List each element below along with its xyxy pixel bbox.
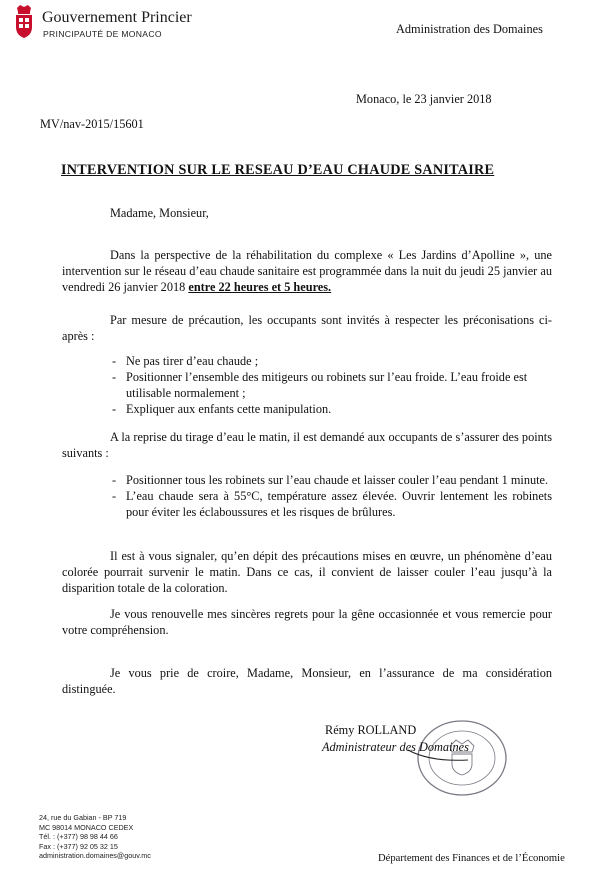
paragraph-6-text: Je vous prie de croire, Madame, Monsieur, en l’assurance de ma considération distinguée. [62, 666, 552, 696]
government-name: Gouvernement Princier [42, 9, 192, 26]
official-stamp [406, 716, 514, 800]
address-line: 24, rue du Gabian - BP 719 [39, 813, 127, 822]
salutation [62, 205, 552, 221]
paragraph-1-text: Dans la perspective de la réhabilitation du complexe « Les Jardins d’Apolline », une intervention sur le réseau d’eau chaude sanitaire est programmée dans la nuit du jeudi 25 janvier au vendredi 26 janvier 2018 [62, 248, 552, 294]
paragraph-2-text: Par mesure de précaution, les occupants sont invités à respecter les préconisations ci-après : [62, 313, 552, 343]
list-item: - Ne pas tirer d’eau chaude ; [112, 353, 552, 369]
paragraph-5 [62, 606, 552, 638]
reference-number: MV/nav-2015/15601 [40, 117, 144, 131]
paragraph-1 [62, 247, 552, 295]
email-line: administration.domaines@gouv.mc [39, 851, 151, 861]
signatory-name: Rémy ROLLAND [325, 723, 417, 737]
place-date: Monaco, le 23 janvier 2018 [356, 92, 492, 106]
salutation-text: Madame, Monsieur, [110, 206, 209, 220]
paragraph-4 [62, 548, 552, 596]
time-window-emphasis: entre 22 heures et 5 heures. [188, 280, 332, 294]
list-item: - L’eau chaude sera à 55°C, température assez élevée. Ouvrir lentement les robinets pour éviter les éclaboussures et les risques de brûlures. [112, 488, 552, 520]
precautions-list [112, 353, 552, 417]
paragraph-2 [62, 312, 552, 344]
checks-list [112, 472, 552, 520]
phone-line: Tél. : (+377) 98 98 44 66 [39, 832, 118, 842]
signatory-role: Administrateur des Domaines [322, 740, 469, 754]
paragraph-4-text: Il est à vous signaler, qu’en dépit des précautions mises en œuvre, un phénomène d’eau colorée pourrait survenir le matin. Dans ce cas, il convient de laisser couler l’eau jusqu’à la disparition totale de la coloration. [62, 549, 552, 595]
monaco-crest-logo [14, 5, 34, 39]
department-name: Département des Finances et de l’Économie [378, 853, 565, 864]
list-item: - Positionner l’ensemble des mitigeurs ou robinets sur l’eau froide. L’eau froide est utilisable normalement ; [112, 369, 552, 401]
paragraph-6 [62, 665, 552, 697]
principality-subtitle: PRINCIPAUTÉ DE MONACO [43, 29, 162, 39]
paragraph-5-text: Je vous renouvelle mes sincères regrets pour la gêne occasionnée et vous remercie pour votre compréhension. [62, 607, 552, 637]
paragraph-3-text: A la reprise du tirage d’eau le matin, il est demandé aux occupants de s’assurer des points suivants : [62, 430, 552, 460]
administration-name: Administration des Domaines [396, 22, 543, 36]
paragraph-3 [62, 429, 552, 461]
fax-line: Fax : (+377) 92 05 32 15 [39, 841, 118, 851]
list-item: - Positionner tous les robinets sur l’eau chaude et laisser couler l’eau pendant 1 minute. [112, 472, 552, 488]
letter-title: INTERVENTION SUR LE RESEAU D’EAU CHAUDE SANITAIRE [61, 162, 495, 178]
address-line: MC 98014 MONACO CEDEX [39, 822, 134, 832]
footer-address [39, 813, 151, 861]
list-item: - Expliquer aux enfants cette manipulation. [112, 401, 552, 417]
